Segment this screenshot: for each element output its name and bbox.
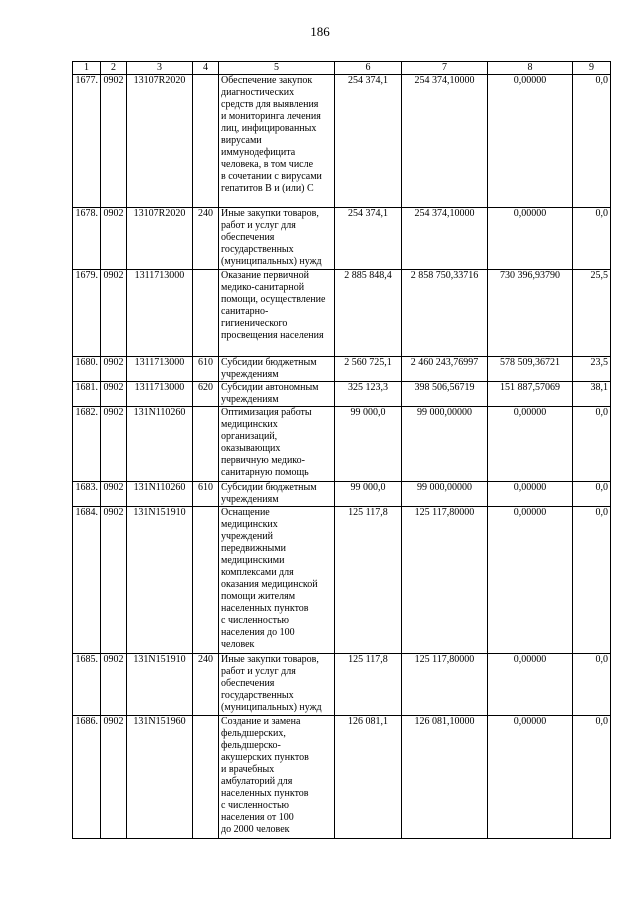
expense-type-code: 240 (193, 208, 219, 270)
item-name-line: Субсидии бюджетным (221, 357, 317, 368)
value-col-7: 254 374,10000 (402, 208, 488, 270)
item-name-line: гигиенического (221, 318, 288, 329)
item-name (219, 270, 335, 357)
item-name-line: фельдшерско- (221, 740, 281, 751)
value-col-6: 126 081,1 (335, 716, 402, 839)
item-name-line: амбулаторий для (221, 776, 293, 787)
value-col-7: 126 081,10000 (402, 716, 488, 839)
item-name-line: населения от 100 (221, 812, 294, 823)
value-col-9: 25,5 (573, 270, 611, 357)
value-col-7: 99 000,00000 (402, 482, 488, 507)
section-code: 0902 (101, 357, 127, 382)
target-article-code: 1311713000 (127, 270, 193, 357)
item-name-line: комплексами для (221, 567, 294, 578)
value-col-8: 0,00000 (488, 482, 573, 507)
value-col-8: 578 509,36721 (488, 357, 573, 382)
item-name (219, 382, 335, 407)
value-col-9: 0,0 (573, 75, 611, 208)
item-name-line: работ и услуг для (221, 220, 296, 231)
section-code: 0902 (101, 270, 127, 357)
item-name-line: с численностью (221, 800, 289, 811)
item-name (219, 75, 335, 208)
value-col-8: 151 887,57069 (488, 382, 573, 407)
item-name-line: до 2000 человек (221, 824, 290, 835)
section-code: 0902 (101, 716, 127, 839)
section-code: 0902 (101, 75, 127, 208)
value-col-9: 0,0 (573, 407, 611, 482)
value-col-6: 254 374,1 (335, 208, 402, 270)
item-name-line: Оснащение (221, 507, 270, 518)
section-code: 0902 (101, 654, 127, 716)
item-name-line: (муниципальных) нужд (221, 702, 322, 713)
item-name-line: учреждениям (221, 394, 279, 405)
expense-type-code (193, 507, 219, 654)
item-name-line: первичную медико- (221, 455, 305, 466)
value-col-9: 0,0 (573, 716, 611, 839)
item-name-line: работ и услуг для (221, 666, 296, 677)
section-code: 0902 (101, 507, 127, 654)
row-number: 1681. (73, 382, 101, 407)
value-col-8: 730 396,93790 (488, 270, 573, 357)
item-name (219, 407, 335, 482)
item-name-line: населенных пунктов (221, 788, 309, 799)
section-code: 0902 (101, 407, 127, 482)
section-code: 0902 (101, 208, 127, 270)
item-name-line: населенных пунктов (221, 603, 309, 614)
row-number: 1680. (73, 357, 101, 382)
item-name-line: оказания медицинской (221, 579, 318, 590)
item-name-line: учреждений (221, 531, 273, 542)
table-row (73, 382, 611, 407)
item-name (219, 208, 335, 270)
item-name-line: в сочетании с вирусами (221, 171, 322, 182)
row-number: 1683. (73, 482, 101, 507)
value-col-9: 0,0 (573, 482, 611, 507)
item-name-line: санитарную помощь (221, 467, 309, 478)
expense-type-code (193, 75, 219, 208)
target-article-code: 131N151910 (127, 654, 193, 716)
item-name-line: Субсидии бюджетным (221, 482, 317, 493)
item-name-line: просвещения населения (221, 330, 324, 341)
header-col-6: 6 (335, 62, 402, 75)
value-col-7: 254 374,10000 (402, 75, 488, 208)
item-name-line: акушерских пунктов (221, 752, 309, 763)
item-name-line: и врачебных (221, 764, 275, 775)
target-article-code: 13107R2020 (127, 75, 193, 208)
item-name-line: (муниципальных) нужд (221, 256, 322, 267)
item-name-line: обеспечения (221, 232, 275, 243)
value-col-6: 254 374,1 (335, 75, 402, 208)
item-name-line: диагностических (221, 87, 295, 98)
target-article-code: 131N110260 (127, 482, 193, 507)
value-col-6: 325 123,3 (335, 382, 402, 407)
table-row (73, 75, 611, 208)
item-name-line: Оказание первичной (221, 270, 309, 281)
value-col-8: 0,00000 (488, 407, 573, 482)
value-col-9: 38,1 (573, 382, 611, 407)
item-name (219, 716, 335, 839)
value-col-7: 99 000,00000 (402, 407, 488, 482)
item-name-line: человек (221, 639, 255, 650)
item-name-line: обеспечения (221, 678, 275, 689)
item-name (219, 654, 335, 716)
item-name-line: организаций, (221, 431, 278, 442)
target-article-code: 13107R2020 (127, 208, 193, 270)
expense-type-code: 610 (193, 357, 219, 382)
table-row (73, 407, 611, 482)
header-col-9: 9 (573, 62, 611, 75)
item-name-line: человека, в том числе (221, 159, 314, 170)
item-name-line: Создание и замена (221, 716, 301, 727)
target-article-code: 1311713000 (127, 357, 193, 382)
item-name-line: помощи, осуществление (221, 294, 326, 305)
item-name-line: государственных (221, 244, 294, 255)
item-name-line: учреждениям (221, 494, 279, 505)
header-col-2: 2 (101, 62, 127, 75)
item-name-line: Субсидии автономным (221, 382, 319, 393)
header-col-8: 8 (488, 62, 573, 75)
table-row (73, 482, 611, 507)
value-col-9: 23,5 (573, 357, 611, 382)
row-number: 1686. (73, 716, 101, 839)
target-article-code: 131N110260 (127, 407, 193, 482)
table-body (73, 75, 611, 839)
header-col-1: 1 (73, 62, 101, 75)
item-name-line: учреждениям (221, 369, 279, 380)
item-name-line: Оптимизация работы (221, 407, 312, 418)
item-name-line: населения до 100 (221, 627, 295, 638)
item-name (219, 482, 335, 507)
header-col-3: 3 (127, 62, 193, 75)
value-col-6: 125 117,8 (335, 654, 402, 716)
item-name-line: вирусами (221, 135, 262, 146)
value-col-7: 2 460 243,76997 (402, 357, 488, 382)
item-name-line: медицинских (221, 519, 278, 530)
value-col-6: 125 117,8 (335, 507, 402, 654)
value-col-8: 0,00000 (488, 208, 573, 270)
header-row (73, 62, 611, 75)
expense-type-code: 610 (193, 482, 219, 507)
header-col-4: 4 (193, 62, 219, 75)
target-article-code: 131N151910 (127, 507, 193, 654)
item-name-line: передвижными (221, 543, 286, 554)
budget-table (72, 61, 611, 839)
item-name-line: с численностью (221, 615, 289, 626)
header-col-7: 7 (402, 62, 488, 75)
value-col-7: 125 117,80000 (402, 507, 488, 654)
item-name-line: Иные закупки товаров, (221, 654, 319, 665)
item-name (219, 507, 335, 654)
value-col-6: 99 000,0 (335, 407, 402, 482)
item-name-line: и мониторинга лечения (221, 111, 321, 122)
value-col-7: 398 506,56719 (402, 382, 488, 407)
row-number: 1682. (73, 407, 101, 482)
row-number: 1685. (73, 654, 101, 716)
table-row (73, 357, 611, 382)
row-number: 1677. (73, 75, 101, 208)
value-col-8: 0,00000 (488, 507, 573, 654)
expense-type-code: 620 (193, 382, 219, 407)
item-name-line: помощи жителям (221, 591, 296, 602)
item-name-line: санитарно- (221, 306, 269, 317)
item-name-line: медицинскими (221, 555, 285, 566)
expense-type-code (193, 407, 219, 482)
item-name-line: медико-санитарной (221, 282, 305, 293)
item-name-line: оказывающих (221, 443, 281, 454)
value-col-8: 0,00000 (488, 654, 573, 716)
value-col-7: 125 117,80000 (402, 654, 488, 716)
item-name-line: гепатитов В и (или) С (221, 183, 314, 194)
table-row (73, 507, 611, 654)
value-col-6: 2 560 725,1 (335, 357, 402, 382)
value-col-9: 0,0 (573, 507, 611, 654)
table-row (73, 270, 611, 357)
table-row (73, 716, 611, 839)
value-col-8: 0,00000 (488, 716, 573, 839)
item-name (219, 357, 335, 382)
expense-type-code: 240 (193, 654, 219, 716)
item-name-line: государственных (221, 690, 294, 701)
expense-type-code (193, 270, 219, 357)
value-col-7: 2 858 750,33716 (402, 270, 488, 357)
item-name-line: лиц, инфицированных (221, 123, 317, 134)
target-article-code: 131N151960 (127, 716, 193, 839)
value-col-6: 2 885 848,4 (335, 270, 402, 357)
item-name-line: Иные закупки товаров, (221, 208, 319, 219)
page-number: 186 (310, 24, 330, 39)
item-name-line: фельдшерских, (221, 728, 286, 739)
item-name-line: Обеспечение закупок (221, 75, 313, 86)
expense-type-code (193, 716, 219, 839)
table-row (73, 208, 611, 270)
target-article-code: 1311713000 (127, 382, 193, 407)
value-col-9: 0,0 (573, 654, 611, 716)
header-col-5: 5 (219, 62, 335, 75)
section-code: 0902 (101, 482, 127, 507)
row-number: 1678. (73, 208, 101, 270)
value-col-9: 0,0 (573, 208, 611, 270)
value-col-6: 99 000,0 (335, 482, 402, 507)
value-col-8: 0,00000 (488, 75, 573, 208)
row-number: 1679. (73, 270, 101, 357)
table-row (73, 654, 611, 716)
item-name-line: медицинских (221, 419, 278, 430)
section-code: 0902 (101, 382, 127, 407)
item-name-line: средств для выявления (221, 99, 319, 110)
row-number: 1684. (73, 507, 101, 654)
item-name-line: иммунодефицита (221, 147, 296, 158)
